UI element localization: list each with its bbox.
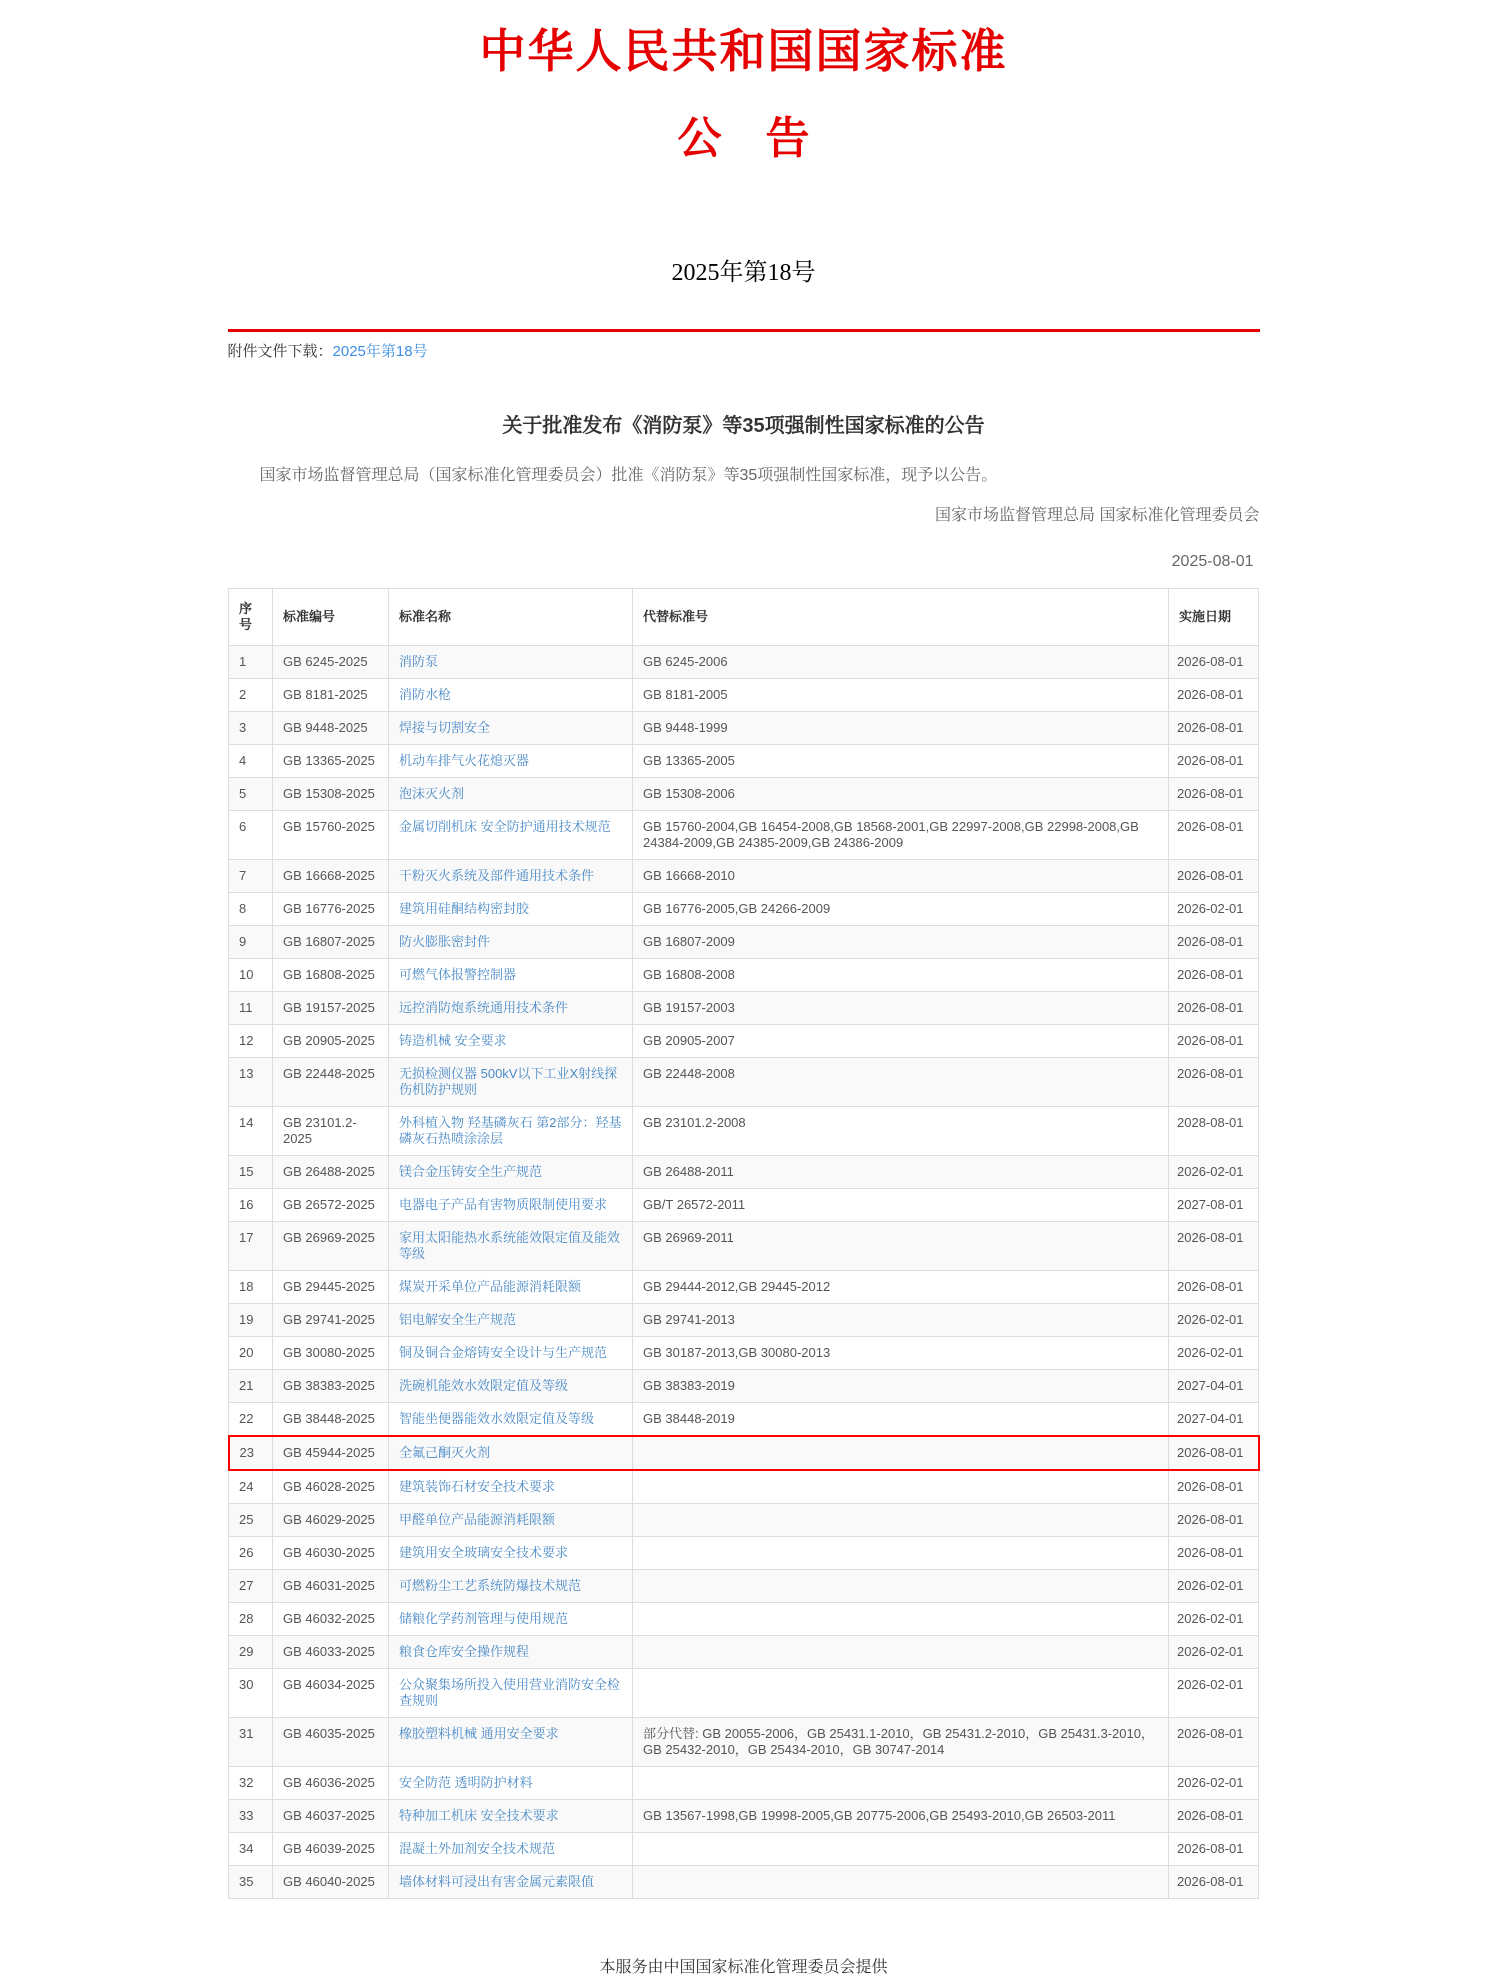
implementation-date-cell: 2026-02-01 [1169,1303,1259,1336]
table-row [229,1270,1259,1303]
replaced-standards-cell: GB/T 26572-2011 [633,1188,1169,1221]
implementation-date-cell: 2026-08-01 [1169,1536,1259,1569]
implementation-date-cell: 2026-08-01 [1169,925,1259,958]
standard-name-link[interactable]: 洗碗机能效水效限定值及等级 [399,1377,569,1393]
standard-name-cell [389,1668,633,1717]
implementation-date-cell: 2026-02-01 [1169,1336,1259,1369]
replaced-standards-cell: GB 13567-1998,GB 19998-2005,GB 20775-2006,GB 25493-2010,GB 26503-2011 [633,1799,1169,1832]
replaced-standards-cell: GB 15308-2006 [633,777,1169,810]
implementation-date-cell: 2026-08-01 [1169,1221,1259,1270]
replaced-standards-cell [633,1536,1169,1569]
standard-name-cell [389,711,633,744]
implementation-date-cell: 2026-08-01 [1169,645,1259,678]
replaced-standards-cell [633,1569,1169,1602]
seq-cell: 28 [229,1602,273,1635]
standard-code-cell: GB 6245-2025 [273,645,389,678]
standard-name-link[interactable]: 建筑装饰石材安全技术要求 [399,1478,556,1494]
implementation-date-cell: 2027-04-01 [1169,1402,1259,1436]
seq-cell: 20 [229,1336,273,1369]
standard-name-cell [389,1336,633,1369]
standard-code-cell: GB 46033-2025 [273,1635,389,1668]
replaced-standards-cell [633,1602,1169,1635]
standard-name-link[interactable]: 电器电子产品有害物质限制使用要求 [399,1196,608,1212]
seq-cell: 9 [229,925,273,958]
standard-name-cell [389,892,633,925]
seq-cell: 8 [229,892,273,925]
replaced-standards-cell: GB 16776-2005,GB 24266-2009 [633,892,1169,925]
seq-cell: 30 [229,1668,273,1717]
implementation-date-cell: 2027-08-01 [1169,1188,1259,1221]
implementation-date-cell: 2026-08-01 [1169,859,1259,892]
standard-name-cell [389,1717,633,1766]
implementation-date-cell: 2026-08-01 [1169,958,1259,991]
table-row [229,1369,1259,1402]
table-row [229,1470,1259,1504]
standard-name-link[interactable]: 墙体材料可浸出有害金属元素限值 [399,1873,595,1889]
implementation-date-cell: 2026-02-01 [1169,1569,1259,1602]
seq-cell: 24 [229,1470,273,1504]
seq-cell: 27 [229,1569,273,1602]
attachment-row [228,342,1260,362]
implementation-date-cell: 2026-08-01 [1169,1024,1259,1057]
issue-number: 2025年第18号 [671,259,816,286]
replaced-standards-cell [633,1635,1169,1668]
table-row [229,925,1259,958]
notice-body: 国家市场监督管理总局（国家标准化管理委员会）批准《消防泵》等35项强制性国家标准，现予以公告。 [259,466,998,484]
table-row [229,1799,1259,1832]
masthead-subtitle: 公 告 [677,114,810,164]
table-row [229,1221,1259,1270]
implementation-date-cell: 2026-02-01 [1169,892,1259,925]
standard-name-link[interactable]: 泡沫灭火剂 [399,785,465,801]
notice-title: 关于批准发布《消防泵》等35项强制性国家标准的公告 [502,414,985,437]
table-row [229,777,1259,810]
standard-name-cell [389,678,633,711]
standard-code-cell: GB 46040-2025 [273,1865,389,1898]
standard-code-cell: GB 29741-2025 [273,1303,389,1336]
standard-name-cell [389,1766,633,1799]
implementation-date-cell: 2026-02-01 [1169,1602,1259,1635]
standard-code-cell: GB 46032-2025 [273,1602,389,1635]
standard-name-link[interactable]: 橡胶塑料机械 通用安全要求 [399,1725,559,1741]
standard-code-cell: GB 30080-2025 [273,1336,389,1369]
standard-name-link[interactable]: 特种加工机床 安全技术要求 [399,1807,559,1823]
standard-name-link[interactable]: 建筑用安全玻璃安全技术要求 [399,1544,569,1560]
table-header-row [229,588,1259,645]
standard-name-cell [389,1569,633,1602]
table-row [229,1766,1259,1799]
seq-cell: 26 [229,1536,273,1569]
table-row [229,1402,1259,1436]
standard-name-link[interactable]: 远控消防炮系统通用技术条件 [399,999,569,1015]
seq-cell: 5 [229,777,273,810]
red-divider [228,329,1260,332]
replaced-standards-cell: GB 15760-2004,GB 16454-2008,GB 18568-2001,GB 22997-2008,GB 22998-2008,GB 24384-2009,GB 24385-2009,GB 24386-2009 [633,810,1169,859]
implementation-date-cell: 2026-08-01 [1169,1057,1259,1106]
implementation-date-cell: 2026-08-01 [1169,1270,1259,1303]
standard-code-cell: GB 15308-2025 [273,777,389,810]
replaced-standards-cell: GB 16807-2009 [633,925,1169,958]
seq-cell: 3 [229,711,273,744]
standard-name-cell [389,1024,633,1057]
seq-cell: 16 [229,1188,273,1221]
footer-note: 本服务由中国国家标准化管理委员会提供 [599,1958,888,1976]
standard-code-cell: GB 26572-2025 [273,1188,389,1221]
standard-name-cell [389,810,633,859]
replaced-standards-cell [633,1503,1169,1536]
standard-name-cell [389,1865,633,1898]
standard-name-link[interactable]: 铜及铜合金熔铸安全设计与生产规范 [399,1344,608,1360]
seq-cell: 22 [229,1402,273,1436]
seq-cell: 23 [229,1436,273,1470]
table-header-2: 标准名称 [389,588,633,645]
table-row [229,958,1259,991]
standard-code-cell: GB 46035-2025 [273,1717,389,1766]
standard-name-cell [389,991,633,1024]
implementation-date-cell: 2026-08-01 [1169,991,1259,1024]
standard-name-cell [389,1106,633,1155]
standard-name-link[interactable]: 防火膨胀密封件 [399,933,491,949]
standard-code-cell: GB 29445-2025 [273,1270,389,1303]
standard-code-cell: GB 38448-2025 [273,1402,389,1436]
standard-name-cell [389,1799,633,1832]
table-header-3: 代替标准号 [633,588,1169,645]
implementation-date-cell: 2026-08-01 [1169,1436,1259,1470]
standard-name-link[interactable]: 金属切削机床 安全防护通用技术规范 [399,818,611,834]
table-row [229,1155,1259,1188]
table-row [229,1106,1259,1155]
replaced-standards-cell: GB 38383-2019 [633,1369,1169,1402]
table-row [229,744,1259,777]
seq-cell: 1 [229,645,273,678]
notice-date: 2025-08-01 [1171,552,1254,570]
seq-cell: 18 [229,1270,273,1303]
table-row [229,1188,1259,1221]
seq-cell: 17 [229,1221,273,1270]
standard-code-cell: GB 46028-2025 [273,1470,389,1504]
notice-signer: 国家市场监督管理总局 国家标准化管理委员会 [935,506,1260,524]
masthead-title: 中华人民共和国国家标准 [479,26,1008,77]
standard-code-cell: GB 46036-2025 [273,1766,389,1799]
standard-code-cell: GB 13365-2025 [273,744,389,777]
standard-code-cell: GB 46030-2025 [273,1536,389,1569]
seq-cell: 4 [229,744,273,777]
standard-code-cell: GB 26969-2025 [273,1221,389,1270]
seq-cell: 11 [229,991,273,1024]
replaced-standards-cell: GB 19157-2003 [633,991,1169,1024]
standard-name-link[interactable]: 智能坐便器能效水效限定值及等级 [399,1410,595,1426]
table-row [229,1717,1259,1766]
standard-name-link[interactable]: 公众聚集场所投入使用营业消防安全检查规则 [399,1676,621,1708]
table-row [229,810,1259,859]
standard-code-cell: GB 16776-2025 [273,892,389,925]
standard-code-cell: GB 46031-2025 [273,1569,389,1602]
standard-name-link[interactable]: 可燃气体报警控制器 [399,966,517,982]
standard-code-cell: GB 15760-2025 [273,810,389,859]
replaced-standards-cell: GB 8181-2005 [633,678,1169,711]
standard-name-link[interactable]: 铝电解安全生产规范 [399,1311,517,1327]
standard-code-cell: GB 9448-2025 [273,711,389,744]
standard-code-cell: GB 19157-2025 [273,991,389,1024]
implementation-date-cell: 2026-08-01 [1169,1865,1259,1898]
replaced-standards-cell: GB 9448-1999 [633,711,1169,744]
standard-name-cell [389,1602,633,1635]
standards-table-body [229,645,1259,1898]
implementation-date-cell: 2026-08-01 [1169,711,1259,744]
seq-cell: 7 [229,859,273,892]
seq-cell: 21 [229,1369,273,1402]
standard-name-cell [389,925,633,958]
seq-cell: 34 [229,1832,273,1865]
standard-code-cell: GB 46039-2025 [273,1832,389,1865]
replaced-standards-cell [633,1470,1169,1504]
standard-code-cell: GB 26488-2025 [273,1155,389,1188]
standard-name-cell [389,1832,633,1865]
implementation-date-cell: 2027-04-01 [1169,1369,1259,1402]
table-row [229,1024,1259,1057]
implementation-date-cell: 2026-02-01 [1169,1635,1259,1668]
standard-name-cell [389,958,633,991]
standard-name-cell [389,1536,633,1569]
standard-name-link[interactable]: 混凝土外加剂安全技术规范 [399,1840,556,1856]
standard-code-cell: GB 23101.2-2025 [273,1106,389,1155]
table-row [229,678,1259,711]
table-row [229,1303,1259,1336]
standard-name-link[interactable]: 建筑用硅酮结构密封胶 [399,900,530,916]
standard-name-link[interactable]: 储粮化学药剂管理与使用规范 [399,1610,569,1626]
standard-name-link[interactable]: 消防水枪 [399,686,452,702]
standard-name-link[interactable]: 消防泵 [399,653,439,669]
standard-name-cell [389,744,633,777]
standard-name-link[interactable]: 煤炭开采单位产品能源消耗限额 [399,1278,582,1294]
replaced-standards-cell: 部分代替: GB 20055-2006，GB 25431.1-2010，GB 25431.2-2010，GB 25431.3-2010，GB 25432-2010，GB 25434-2010，GB 30747-2014 [633,1717,1169,1766]
standard-name-cell [389,1369,633,1402]
seq-cell: 33 [229,1799,273,1832]
seq-cell: 29 [229,1635,273,1668]
seq-cell: 31 [229,1717,273,1766]
standard-name-cell [389,1402,633,1436]
standard-code-cell: GB 38383-2025 [273,1369,389,1402]
seq-cell: 10 [229,958,273,991]
table-row [229,1668,1259,1717]
replaced-standards-cell: GB 29444-2012,GB 29445-2012 [633,1270,1169,1303]
replaced-standards-cell: GB 26969-2011 [633,1221,1169,1270]
table-row [229,645,1259,678]
attachment-link[interactable]: 2025年第18号 [332,342,428,360]
standard-code-cell: GB 45944-2025 [273,1436,389,1470]
implementation-date-cell: 2028-08-01 [1169,1106,1259,1155]
table-row [229,859,1259,892]
seq-cell: 12 [229,1024,273,1057]
standard-code-cell: GB 46029-2025 [273,1503,389,1536]
table-row [229,892,1259,925]
seq-cell: 32 [229,1766,273,1799]
seq-cell: 25 [229,1503,273,1536]
standard-name-cell [389,1470,633,1504]
replaced-standards-cell: GB 38448-2019 [633,1402,1169,1436]
seq-cell: 19 [229,1303,273,1336]
standard-code-cell: GB 22448-2025 [273,1057,389,1106]
standard-name-link[interactable]: 甲醛单位产品能源消耗限额 [399,1511,556,1527]
table-row [229,1569,1259,1602]
standard-name-cell [389,1188,633,1221]
standard-name-link[interactable]: 干粉灭火系统及部件通用技术条件 [399,867,595,883]
standard-name-cell [389,1155,633,1188]
replaced-standards-cell [633,1436,1169,1470]
seq-cell: 2 [229,678,273,711]
standard-code-cell: GB 16668-2025 [273,859,389,892]
standard-name-cell [389,1270,633,1303]
table-row [229,1602,1259,1635]
replaced-standards-cell [633,1668,1169,1717]
table-header-4: 实施日期 [1169,588,1259,645]
implementation-date-cell: 2026-08-01 [1169,678,1259,711]
table-row [229,1503,1259,1536]
replaced-standards-cell: GB 13365-2005 [633,744,1169,777]
replaced-standards-cell: GB 20905-2007 [633,1024,1169,1057]
table-row [229,1057,1259,1106]
standard-name-link[interactable]: 无损检测仪器 500kV以下工业X射线探伤机防护规则 [399,1065,618,1097]
implementation-date-cell: 2026-08-01 [1169,810,1259,859]
replaced-standards-cell: GB 26488-2011 [633,1155,1169,1188]
table-row [229,991,1259,1024]
replaced-standards-cell: GB 16808-2008 [633,958,1169,991]
replaced-standards-cell: GB 16668-2010 [633,859,1169,892]
replaced-standards-cell: GB 29741-2013 [633,1303,1169,1336]
implementation-date-cell: 2026-08-01 [1169,1503,1259,1536]
standard-name-link[interactable]: 机动车排气火花熄灭器 [399,752,530,768]
standard-name-link[interactable]: 家用太阳能热水系统能效限定值及能效等级 [399,1229,621,1261]
replaced-standards-cell [633,1766,1169,1799]
implementation-date-cell: 2026-08-01 [1169,777,1259,810]
table-header-1: 标准编号 [273,588,389,645]
standard-name-cell [389,1057,633,1106]
standard-name-cell [389,859,633,892]
table-header-0: 序号 [229,588,273,645]
standard-name-link[interactable]: 可燃粉尘工艺系统防爆技术规范 [399,1577,582,1593]
standard-name-cell [389,1221,633,1270]
implementation-date-cell: 2026-08-01 [1169,1470,1259,1504]
standard-code-cell: GB 46034-2025 [273,1668,389,1717]
standard-name-link[interactable]: 全氟己酮灭火剂 [399,1444,491,1460]
table-row [229,1536,1259,1569]
implementation-date-cell: 2026-08-01 [1169,1717,1259,1766]
replaced-standards-cell: GB 22448-2008 [633,1057,1169,1106]
implementation-date-cell: 2026-02-01 [1169,1155,1259,1188]
replaced-standards-cell [633,1865,1169,1898]
replaced-standards-cell: GB 30187-2013,GB 30080-2013 [633,1336,1169,1369]
table-row [229,1635,1259,1668]
table-row [229,1832,1259,1865]
implementation-date-cell: 2026-08-01 [1169,744,1259,777]
attachment-label: 附件文件下载： [227,342,333,360]
table-row [229,1436,1259,1470]
standard-name-cell [389,1303,633,1336]
standard-code-cell: GB 16808-2025 [273,958,389,991]
standard-name-link[interactable]: 外科植入物 羟基磷灰石 第2部分：羟基磷灰石热喷涂涂层 [399,1114,622,1146]
standard-name-cell [389,1635,633,1668]
implementation-date-cell: 2026-02-01 [1169,1766,1259,1799]
standard-code-cell: GB 16807-2025 [273,925,389,958]
standard-name-link[interactable]: 铸造机械 安全要求 [399,1032,507,1048]
seq-cell: 14 [229,1106,273,1155]
standard-name-link[interactable]: 安全防范 透明防护材料 [399,1774,533,1790]
seq-cell: 13 [229,1057,273,1106]
standard-code-cell: GB 8181-2025 [273,678,389,711]
seq-cell: 15 [229,1155,273,1188]
table-row [229,1865,1259,1898]
seq-cell: 6 [229,810,273,859]
standards-table [228,588,1260,1899]
standard-code-cell: GB 20905-2025 [273,1024,389,1057]
standard-name-link[interactable]: 镁合金压铸安全生产规范 [399,1163,543,1179]
implementation-date-cell: 2026-08-01 [1169,1799,1259,1832]
replaced-standards-cell [633,1832,1169,1865]
standard-name-cell [389,1503,633,1536]
standard-name-cell [389,777,633,810]
standard-name-cell [389,645,633,678]
seq-cell: 35 [229,1865,273,1898]
standard-name-link[interactable]: 粮食仓库安全操作规程 [399,1643,530,1659]
table-row [229,711,1259,744]
implementation-date-cell: 2026-02-01 [1169,1668,1259,1717]
standard-code-cell: GB 46037-2025 [273,1799,389,1832]
implementation-date-cell: 2026-08-01 [1169,1832,1259,1865]
replaced-standards-cell: GB 6245-2006 [633,645,1169,678]
standard-name-link[interactable]: 焊接与切割安全 [399,719,491,735]
replaced-standards-cell: GB 23101.2-2008 [633,1106,1169,1155]
standard-name-cell [389,1436,633,1470]
table-row [229,1336,1259,1369]
